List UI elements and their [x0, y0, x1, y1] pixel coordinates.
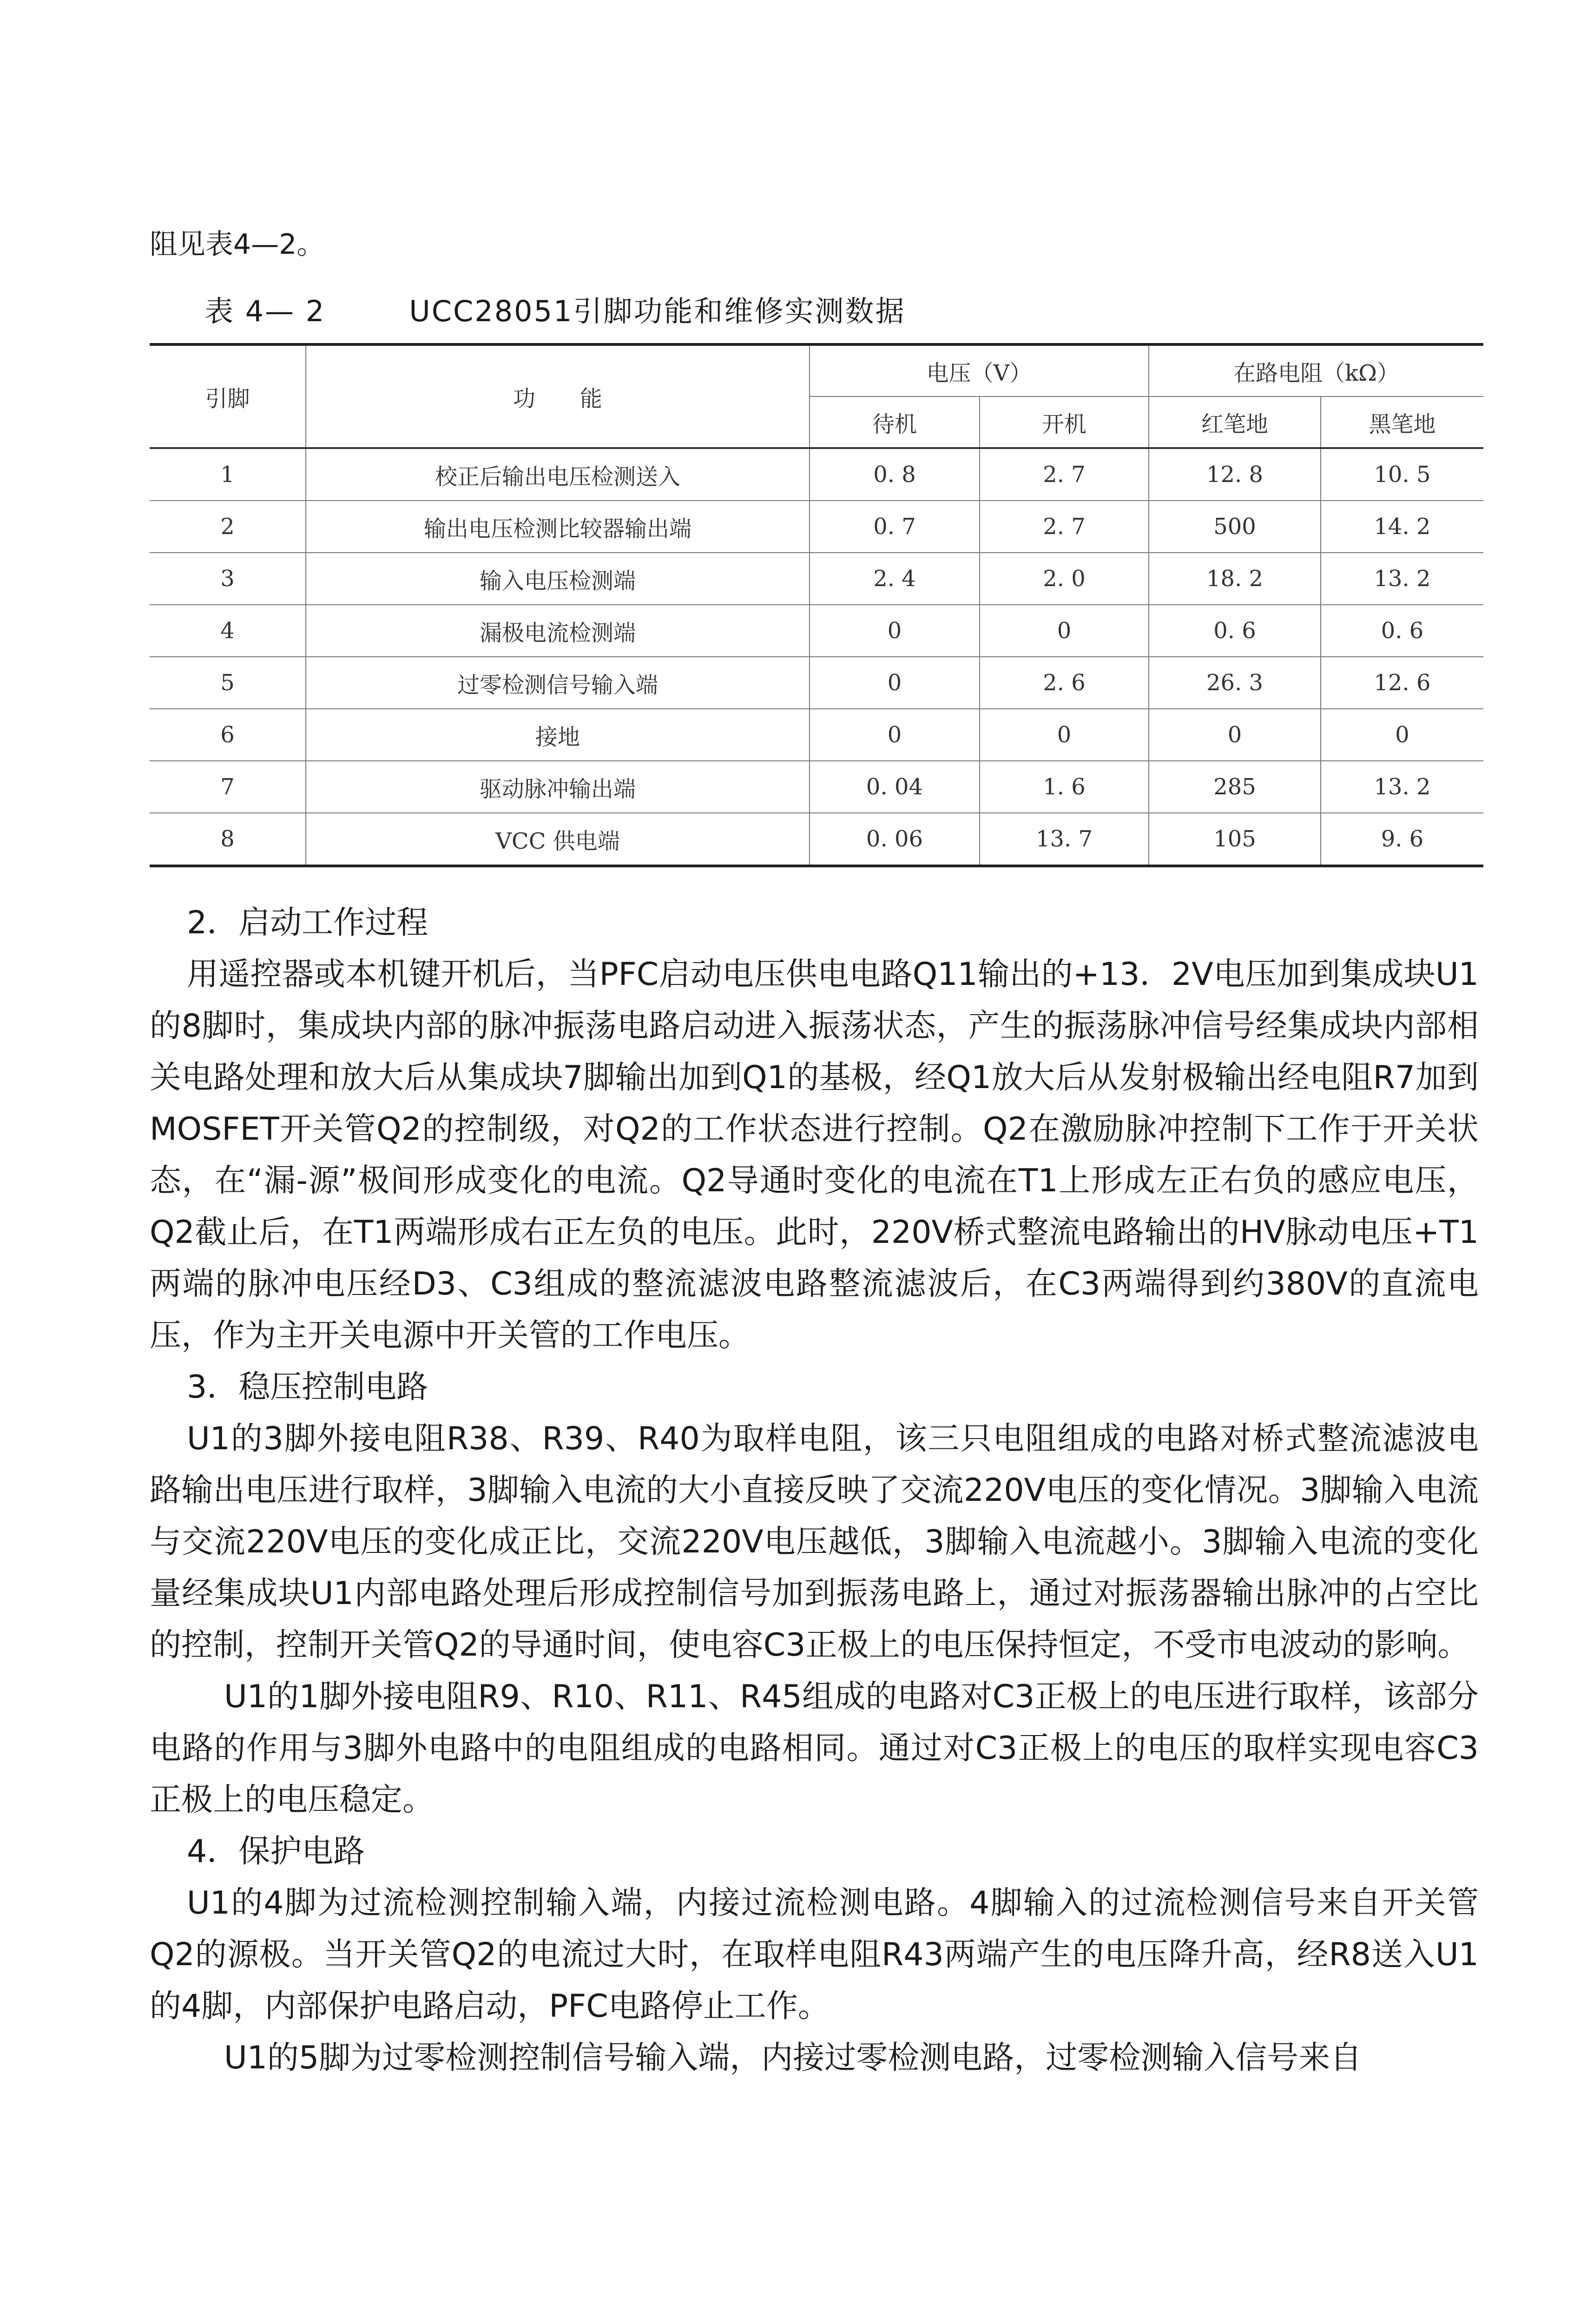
intro-line: 阻见表4—2。 — [150, 228, 325, 261]
table-row — [150, 813, 1483, 865]
table-row — [150, 709, 1483, 761]
header-voltage: 电压（V） — [810, 346, 1149, 396]
cell-black-ground: 0 — [1321, 709, 1483, 761]
header-standby: 待机 — [810, 396, 980, 448]
cell-pin: 3 — [150, 553, 306, 605]
header-black-ground: 黑笔地 — [1321, 396, 1483, 448]
cell-pin: 8 — [150, 813, 306, 865]
table-row — [150, 657, 1483, 709]
header-function: 功 能 — [306, 346, 810, 448]
cell-black-ground: 13. 2 — [1321, 553, 1483, 605]
table-caption — [204, 289, 906, 334]
section-heading: 2．启动工作过程 — [187, 905, 428, 941]
table-row — [150, 761, 1483, 813]
cell-black-ground: 0. 6 — [1321, 605, 1483, 657]
cell-standby: 0. 7 — [810, 501, 980, 553]
cell-black-ground: 13. 2 — [1321, 761, 1483, 813]
table-row — [150, 605, 1483, 657]
cell-power-on: 13. 7 — [980, 813, 1149, 865]
pin-data-table — [150, 343, 1483, 867]
cell-red-ground: 500 — [1149, 501, 1321, 553]
cell-standby: 0. 06 — [810, 813, 980, 865]
cell-pin: 2 — [150, 501, 306, 553]
paragraph: U1的1脚外接电阻R9、R10、R11、R45组成的电路对C3正极上的电压进行取样，该部分电路的作用与3脚外电路中的电阻组成的电路相同。通过对C3正极上的电压的取样实现电容C3正极上的电压稳定。 — [150, 1678, 1479, 1818]
cell-standby: 0. 8 — [810, 448, 980, 501]
cell-red-ground: 18. 2 — [1149, 553, 1321, 605]
table-caption-number: 表 4— 2 — [204, 294, 326, 328]
paragraph: U1的3脚外接电阻R38、R39、R40为取样电阻，该三只电阻组成的电路对桥式整流滤波电路输出电压进行取样，3脚输入电流的大小直接反映了交流220V电压的变化情况。3脚输入电流与交流220V电压的变化成正比，交流220V电压越低，3脚输入电流越小。3脚输入电流的变化量经集成块U1内部电路处理后形成控制信号加到振荡电路上，通过对振荡器输出脉冲的占空比的控制，控制开关管Q2的导通时间，使电容C3正极上的电压保持恒定，不受市电波动的影响。 — [150, 1420, 1479, 1664]
cell-pin: 4 — [150, 605, 306, 657]
header-power-on: 开机 — [980, 396, 1149, 448]
table-row — [150, 501, 1483, 553]
cell-function: 输入电压检测端 — [306, 553, 810, 605]
cell-pin: 5 — [150, 657, 306, 709]
header-resistance: 在路电阻（kΩ） — [1149, 346, 1483, 396]
header-pin: 引脚 — [150, 346, 306, 448]
cell-function: 过零检测信号输入端 — [306, 657, 810, 709]
cell-pin: 7 — [150, 761, 306, 813]
cell-power-on: 1. 6 — [980, 761, 1149, 813]
cell-red-ground: 105 — [1149, 813, 1321, 865]
body-text — [150, 897, 1479, 2084]
cell-black-ground: 10. 5 — [1321, 448, 1483, 501]
paragraph: U1的4脚为过流检测控制输入端，内接过流检测电路。4脚输入的过流检测信号来自开关管Q2的源极。当开关管Q2的电流过大时，在取样电阻R43两端产生的电压降升高，经R8送入U1的4脚，内部保护电路启动，PFC电路停止工作。 — [150, 1885, 1479, 2025]
cell-black-ground: 9. 6 — [1381, 826, 1424, 852]
cell-standby: 2. 4 — [810, 553, 980, 605]
cell-red-ground: 0. 6 — [1149, 605, 1321, 657]
header-red-ground: 红笔地 — [1149, 396, 1321, 448]
cell-standby: 0 — [810, 709, 980, 761]
cell-function: 接地 — [306, 709, 810, 761]
cell-black-ground: 14. 2 — [1321, 501, 1483, 553]
cell-red-ground: 285 — [1149, 761, 1321, 813]
table-row — [150, 553, 1483, 605]
cell-power-on: 2. 7 — [980, 448, 1149, 501]
cell-red-ground: 12. 8 — [1149, 448, 1321, 501]
cell-pin: 1 — [150, 448, 306, 501]
cell-power-on: 0 — [980, 605, 1149, 657]
cell-function: 漏极电流检测端 — [306, 605, 810, 657]
cell-power-on: 0 — [980, 709, 1149, 761]
paragraph: U1的5脚为过零检测控制信号输入端，内接过零检测电路，过零检测输入信号来自 — [224, 2040, 1362, 2076]
section-heading: 4．保护电路 — [187, 1833, 365, 1870]
cell-function: 输出电压检测比较器输出端 — [306, 501, 810, 553]
cell-red-ground: 26. 3 — [1149, 657, 1321, 709]
cell-standby: 0 — [810, 657, 980, 709]
cell-standby: 0. 04 — [810, 761, 980, 813]
cell-power-on: 2. 0 — [980, 553, 1149, 605]
cell-standby: 0 — [810, 605, 980, 657]
paragraph: 用遥控器或本机键开机后，当PFC启动电压供电电路Q11输出的+13．2V电压加到集成块U1的8脚时，集成块内部的脉冲振荡电路启动进入振荡状态，产生的振荡脉冲信号经集成块内部相关电路处理和放大后从集成块7脚输出加到Q1的基极，经Q1放大后从发射极输出经电阻R7加到MOSFET开关管Q2的控制级，对Q2的工作状态进行控制。Q2在激励脉冲控制下工作于开关状态，在“漏-源”极间形成变化的电流。Q2导通时变化的电流在T1上形成左正右负的感应电压，Q2截止后，在T1两端形成右正左负的电压。此时，220V桥式整流电路输出的HV脉动电压+T1两端的脉冲电压经D3、C3组成的整流滤波电路整流滤波后，在C3两端得到约380V的直流电压，作为主开关电源中开关管的工作电压。 — [150, 956, 1479, 1354]
table-caption-title: UCC28051引脚功能和维修实测数据 — [409, 294, 906, 328]
cell-black-ground: 12. 6 — [1321, 657, 1483, 709]
cell-function: 驱动脉冲输出端 — [306, 761, 810, 813]
cell-power-on: 2. 6 — [980, 657, 1149, 709]
section-heading: 3．稳压控制电路 — [187, 1369, 428, 1406]
cell-function: 校正后输出电压检测送入 — [306, 448, 810, 501]
cell-power-on: 2. 7 — [980, 501, 1149, 553]
cell-red-ground: 0 — [1149, 709, 1321, 761]
cell-pin: 6 — [150, 709, 306, 761]
cell-function: VCC 供电端 — [306, 813, 810, 865]
table-row — [150, 448, 1483, 501]
